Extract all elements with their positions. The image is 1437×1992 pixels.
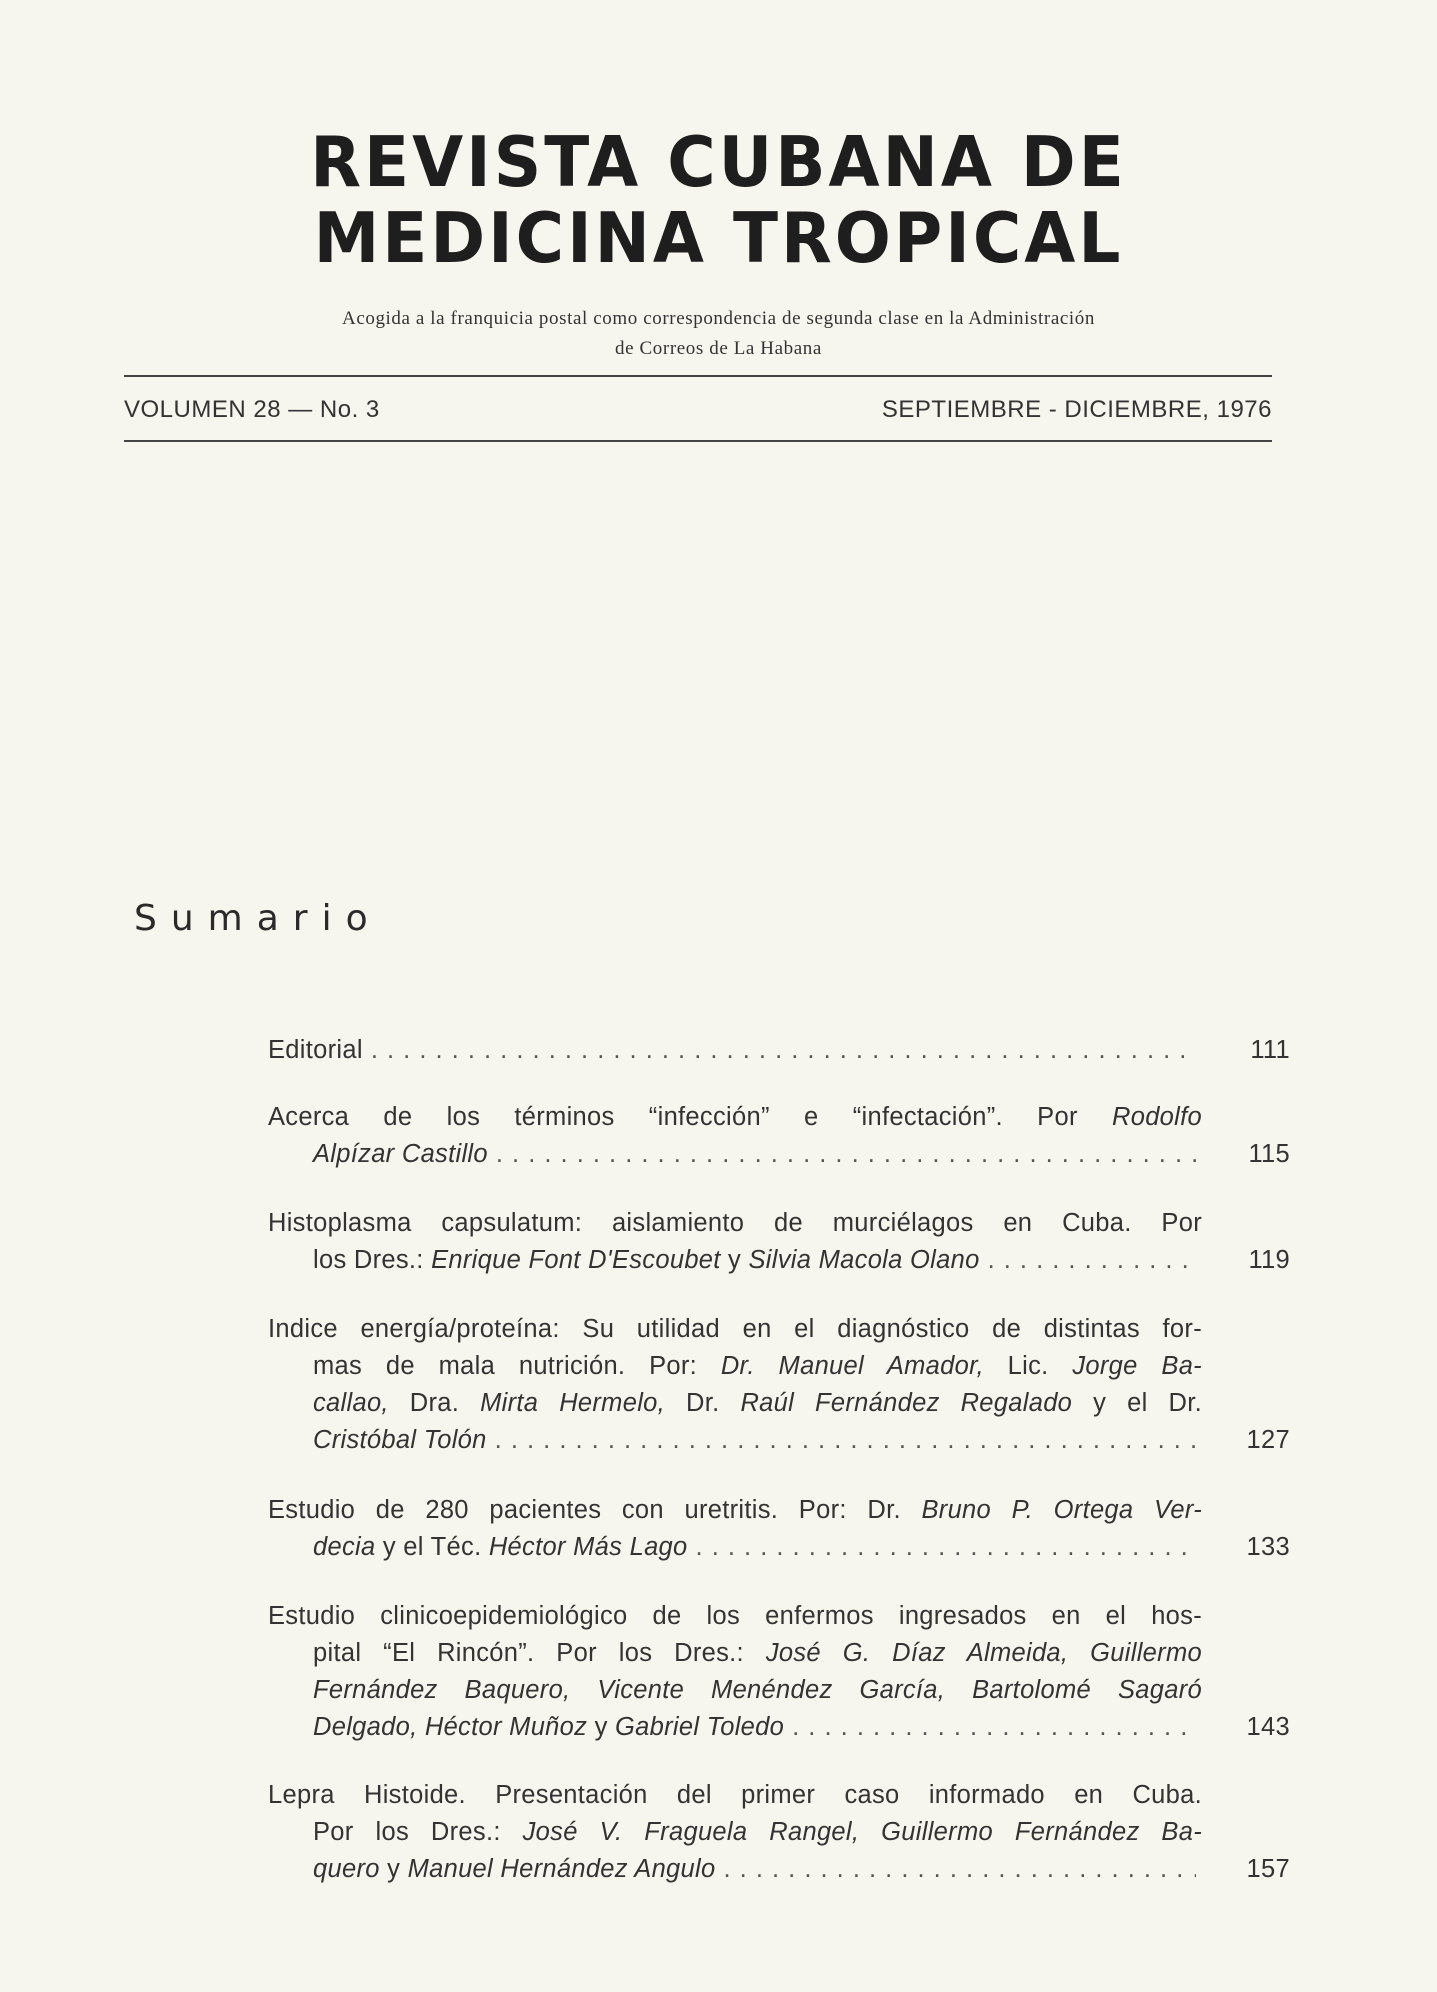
journal-title <box>0 122 1437 279</box>
toc-entry[interactable] <box>268 1598 1290 1746</box>
toc-entry-title: Histoplasma capsulatum: aislamiento de murciélagos en Cuba. Por <box>268 1209 1202 1237</box>
toc-entry-author: quero <box>313 1855 380 1883</box>
issue-date: SEPTIEMBRE - DICIEMBRE, 1976 <box>881 396 1272 423</box>
toc-entry-author: Silvia Macola Olano <box>748 1246 980 1274</box>
toc-entry-title: Editorial <box>268 1036 363 1064</box>
toc-entry-title: Indice energía/proteína: Su utilidad en el diagnóstico de distintas for- <box>268 1315 1202 1343</box>
volume-number: VOLUMEN 28 — No. 3 <box>124 396 380 423</box>
toc-entry-title: Acerca de los términos “infección” e “infectación”. Por <box>268 1103 1112 1131</box>
postal-notice-line-2: de Correos de La Habana <box>615 338 822 359</box>
dot-leader <box>371 1032 1196 1069</box>
toc-page-number: 127 <box>1246 1426 1290 1454</box>
toc-entry-byline: Por los Dres.: <box>313 1818 523 1846</box>
toc-entry-title-cont: pital “El Rincón”. Por los Dres.: <box>313 1639 766 1667</box>
toc-page-number: 133 <box>1246 1533 1290 1561</box>
toc-entry-author: Delgado, Héctor Muñoz <box>313 1713 588 1741</box>
toc-entry-title-cont: mas de mala nutrición. Por: <box>313 1352 721 1380</box>
contents-heading: Sumario <box>134 898 382 939</box>
dot-leader <box>696 1529 1196 1566</box>
toc-entry[interactable] <box>268 1777 1290 1888</box>
postal-notice-line-1: Acogida a la franquicia postal como correspondencia de segunda clase en la Administración <box>342 308 1095 329</box>
toc-entry-author: Alpízar Castillo <box>313 1140 488 1168</box>
toc-entry-author: Bruno P. Ortega Ver- <box>921 1496 1202 1524</box>
toc-entry-byline: Lic. <box>983 1352 1073 1380</box>
toc-entry-author: Raúl Fernández Regalado <box>740 1389 1073 1417</box>
toc-entry-author: Rodolfo <box>1112 1103 1202 1131</box>
toc-entry[interactable] <box>268 1032 1290 1069</box>
journal-title-line-1: REVISTA CUBANA DE <box>310 122 1127 203</box>
toc-entry-author: Fernández Baquero, Vicente Menéndez García, Bartolomé Sagaró <box>313 1676 1202 1704</box>
postal-notice <box>0 304 1437 364</box>
toc-page-number: 143 <box>1246 1713 1290 1741</box>
dot-leader <box>792 1709 1196 1746</box>
toc-entry-conjunction: y <box>587 1713 616 1741</box>
toc-entry-author: Gabriel Toledo <box>615 1713 785 1741</box>
toc-entry-byline: y el Téc. <box>375 1533 489 1561</box>
toc-entry-author: callao, <box>313 1389 389 1417</box>
toc-page-number: 157 <box>1246 1855 1290 1883</box>
toc-entry-title: Estudio de 280 pacientes con uretritis. Por: Dr. <box>268 1496 922 1524</box>
toc-entry-author: Dr. Manuel Amador, <box>720 1352 984 1380</box>
toc-entry-byline: Dra. <box>388 1389 481 1417</box>
toc-page-number: 119 <box>1248 1246 1290 1274</box>
dot-leader <box>496 1136 1196 1173</box>
toc-entry-conjunction: y <box>720 1246 749 1274</box>
toc-entry-author: decia <box>313 1533 376 1561</box>
dot-leader <box>723 1851 1196 1888</box>
toc-entry-author: Enrique Font D'Escoubet <box>431 1246 721 1274</box>
toc-entry-title: Lepra Histoide. Presentación del primer caso informado en Cuba. <box>268 1781 1202 1809</box>
dot-leader <box>495 1422 1196 1459</box>
toc-entry-byline: y el Dr. <box>1072 1389 1202 1417</box>
toc-entry-author: Jorge Ba- <box>1072 1352 1202 1380</box>
toc-entry-author: José V. Fraguela Rangel, Guillermo Fernández Ba- <box>522 1818 1202 1846</box>
toc-page-number: 115 <box>1248 1140 1290 1168</box>
toc-entry-author: Mirta Hermelo, <box>480 1389 666 1417</box>
toc-entry-author: Manuel Hernández Angulo <box>407 1855 716 1883</box>
bottom-rule <box>124 440 1272 442</box>
toc-entry-byline: Dr. <box>665 1389 741 1417</box>
top-rule <box>124 375 1272 377</box>
toc-entry-conjunction: y <box>379 1855 408 1883</box>
toc-entry-author: Cristóbal Tolón <box>313 1426 487 1454</box>
toc-entry-byline: los Dres.: <box>313 1246 432 1274</box>
dot-leader <box>988 1242 1196 1279</box>
toc-entry-author: José G. Díaz Almeida, Guillermo <box>765 1639 1202 1667</box>
toc-entry-title: Estudio clinicoepidemiológico de los enfermos ingresados en el hos- <box>268 1602 1202 1630</box>
toc-entry[interactable] <box>268 1205 1290 1279</box>
journal-title-line-2: MEDICINA TROPICAL <box>313 198 1124 279</box>
toc-entry[interactable] <box>268 1311 1290 1459</box>
toc-entry[interactable] <box>268 1492 1290 1566</box>
toc-entry[interactable] <box>268 1099 1290 1173</box>
toc-entry-author: Héctor Más Lago <box>488 1533 688 1561</box>
toc-page-number: 111 <box>1250 1036 1290 1064</box>
